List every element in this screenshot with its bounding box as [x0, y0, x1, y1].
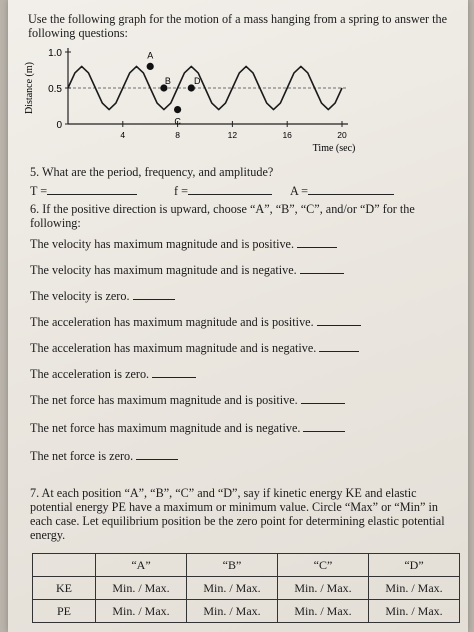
ke-a-choice[interactable]: Min. / Max. [96, 577, 187, 600]
spring-motion-graph [22, 44, 382, 154]
pe-c-choice[interactable]: Min. / Max. [278, 600, 369, 623]
frequency-blank[interactable] [188, 183, 272, 195]
row-label-ke: KE [33, 577, 96, 600]
answer-blank[interactable] [300, 262, 344, 274]
y-axis-label: Distance (m) [24, 62, 35, 114]
q6-item-6 [30, 366, 196, 382]
q6-item-text: The acceleration has maximum magnitude and is positive. [30, 315, 314, 329]
q6-item-text: The velocity has maximum magnitude and is negative. [30, 263, 297, 277]
header-c: “C” [278, 554, 369, 577]
q6-prompt-2: following: [30, 216, 81, 230]
q6-item-1 [30, 236, 337, 252]
answer-blank[interactable] [301, 392, 345, 404]
answer-blank[interactable] [136, 448, 178, 460]
intro-line-1: Use the following graph for the motion of a mass hanging from a spring to answer the [28, 12, 448, 26]
answer-blank[interactable] [297, 236, 337, 248]
q5-prompt: 5. What are the period, frequency, and amplitude? [30, 165, 274, 179]
q6-item-text: The acceleration is zero. [30, 367, 150, 381]
header-d: “D” [369, 554, 460, 577]
point-label-c: C [174, 116, 181, 127]
y-tick-label: 1.0 [48, 48, 62, 59]
q6-item-text: The net force is zero. [30, 449, 134, 463]
q6-item-5 [30, 340, 359, 356]
q5-amplitude [290, 183, 394, 199]
q6-item-text: The velocity is zero. [30, 289, 130, 303]
table-row-ke [33, 577, 460, 600]
header-a: “A” [96, 554, 187, 577]
intro-line-2: following questions: [28, 26, 128, 40]
point-label-d: D [194, 76, 201, 86]
q6-item-text: The velocity has maximum magnitude and is positive. [30, 237, 295, 251]
x-tick-label: 16 [282, 130, 292, 140]
table-row-pe [33, 600, 460, 623]
q6-item-text: The net force has maximum magnitude and is positive. [30, 393, 298, 407]
q6-item-3 [30, 288, 175, 304]
point-label-b: B [164, 76, 171, 86]
pe-b-choice[interactable]: Min. / Max. [187, 600, 278, 623]
point-label-a: A [147, 50, 154, 61]
y-tick-label: 0.5 [48, 84, 62, 95]
q7-line-2: potential energy PE have a maximum or minimum value. Circle “Max” or “Min” in [30, 500, 438, 514]
q6-prompt-1: 6. If the positive direction is upward, choose “A”, “B”, “C”, and/or “D” for the [30, 202, 415, 216]
q6-item-8 [30, 420, 345, 436]
q7-line-1: 7. At each position “A”, “B”, “C” and “D”, say if kinetic energy KE and elastic [30, 486, 417, 500]
ke-d-choice[interactable]: Min. / Max. [369, 577, 460, 600]
answer-blank[interactable] [303, 420, 345, 432]
q5-period [30, 183, 137, 199]
x-tick-label: 8 [175, 130, 180, 140]
amplitude-label: A = [290, 184, 309, 198]
period-blank[interactable] [47, 183, 137, 195]
q6-item-4 [30, 314, 361, 330]
period-label: T = [30, 184, 48, 198]
q6-item-7 [30, 392, 345, 408]
pe-a-choice[interactable]: Min. / Max. [96, 600, 187, 623]
amplitude-blank[interactable] [308, 183, 394, 195]
q6-item-9 [30, 448, 178, 464]
table-header-row [33, 554, 460, 577]
y-tick-label: 0 [56, 120, 62, 131]
row-label-pe: PE [33, 600, 96, 623]
q6-item-2 [30, 262, 344, 278]
table-corner-cell [33, 554, 96, 577]
x-axis-label: Time (sec) [312, 143, 356, 154]
q6-item-text: The net force has maximum magnitude and is negative. [30, 421, 301, 435]
q5-frequency [174, 183, 272, 199]
answer-blank[interactable] [319, 340, 359, 352]
ke-b-choice[interactable]: Min. / Max. [187, 577, 278, 600]
q7-line-3: each case. Let equilibrium position be the zero point for determining elastic potential [30, 514, 445, 528]
x-tick-label: 20 [337, 130, 347, 140]
pe-d-choice[interactable]: Min. / Max. [369, 600, 460, 623]
q7-line-4: energy. [30, 528, 66, 542]
x-tick-label: 12 [227, 130, 238, 140]
answer-blank[interactable] [152, 366, 196, 378]
energy-table [32, 553, 460, 623]
ke-c-choice[interactable]: Min. / Max. [278, 577, 369, 600]
q6-item-text: The acceleration has maximum magnitude and is negative. [30, 341, 317, 355]
point-c [174, 106, 181, 113]
x-tick-label: 4 [120, 130, 126, 140]
frequency-label: f = [174, 184, 188, 198]
answer-blank[interactable] [317, 314, 361, 326]
point-a [147, 63, 154, 70]
header-b: “B” [187, 554, 278, 577]
answer-blank[interactable] [133, 288, 175, 300]
